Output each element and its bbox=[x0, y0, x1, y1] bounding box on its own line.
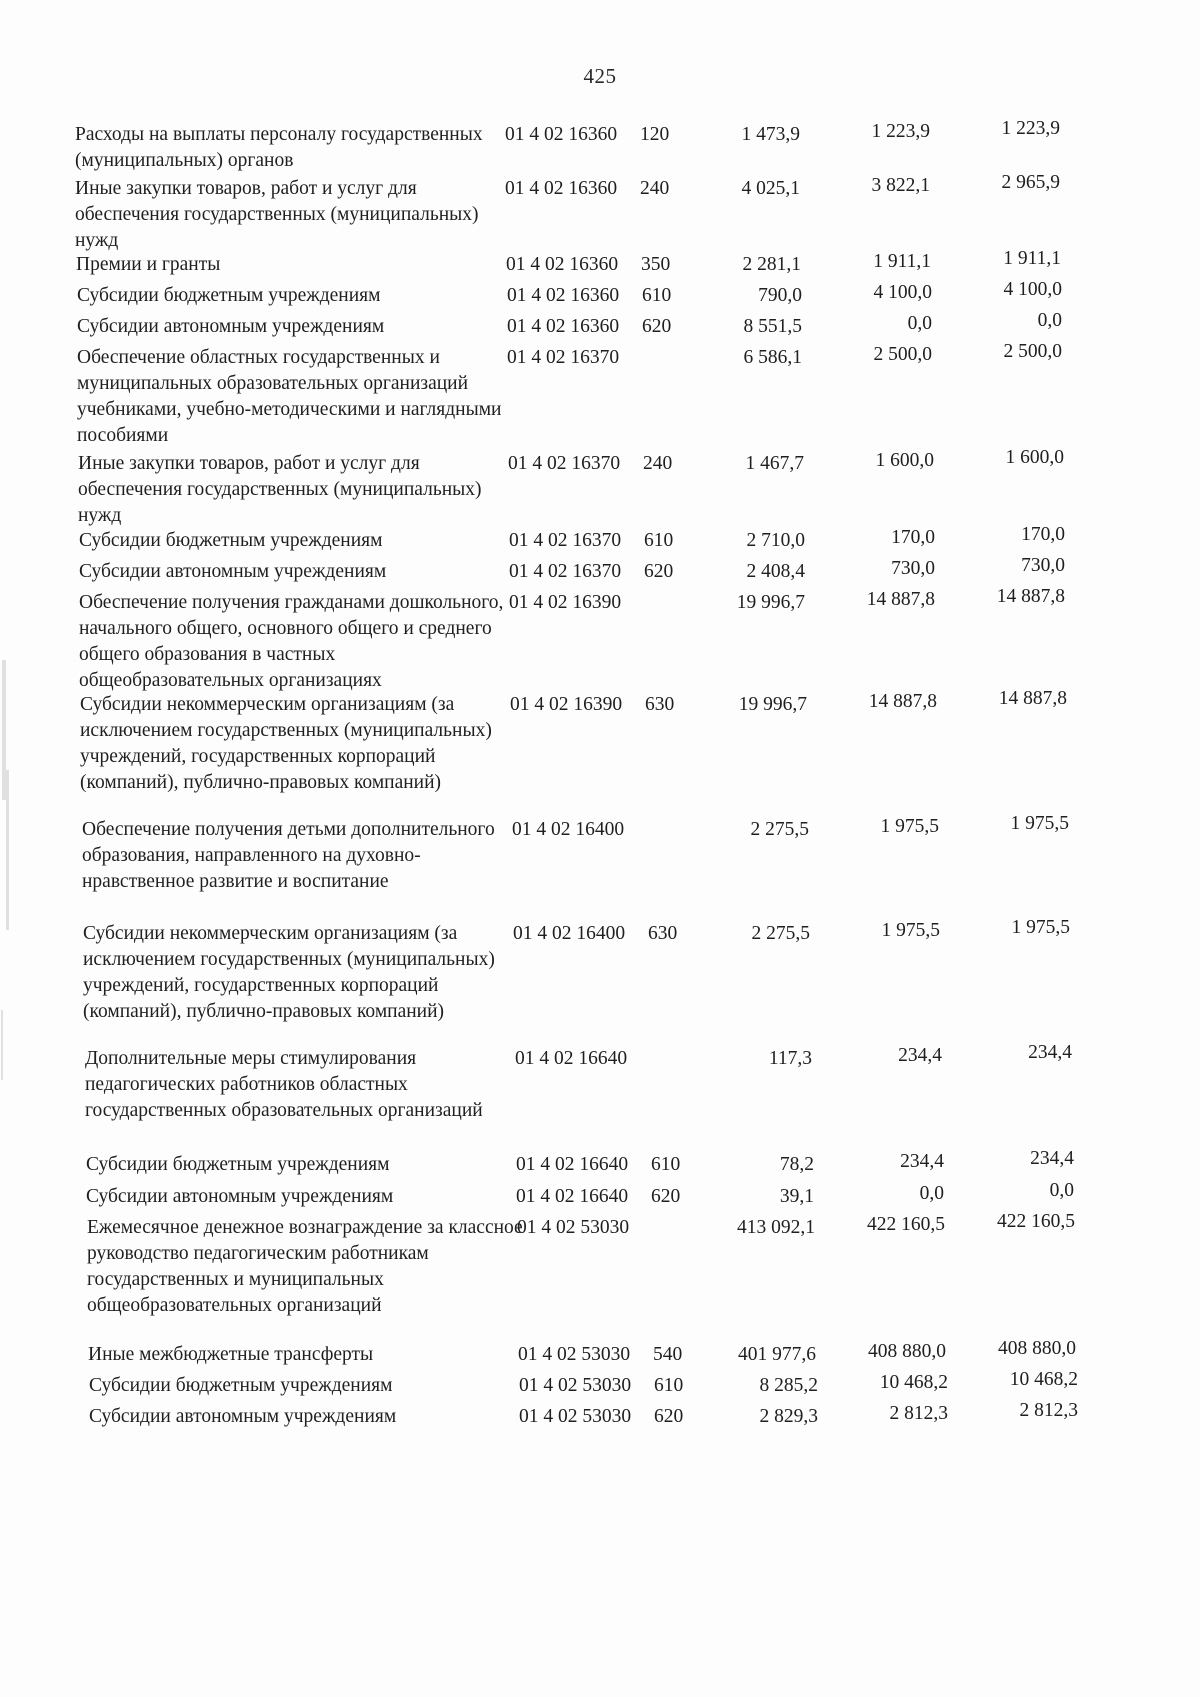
row-value-year1: 790,0 bbox=[758, 285, 802, 306]
row-value-year2: 1 975,5 bbox=[881, 920, 940, 941]
row-value-year2: 730,0 bbox=[891, 558, 935, 579]
row-name: Обеспечение получения гражданами дошкольного, начального общего, основного общего и среднего общего образования в частных общеобразовательных организациях bbox=[79, 592, 504, 691]
row-code: 01 4 02 16360 bbox=[507, 285, 620, 306]
row-value-year1: 401 977,6 bbox=[738, 1344, 816, 1365]
row-value-year1: 2 408,4 bbox=[746, 561, 805, 582]
row-name: Обеспечение областных государственных и муниципальных образовательных организаций учебниками, учебно-методическими и наглядными пособиями bbox=[77, 347, 502, 446]
row-value-year3: 234,4 bbox=[1030, 1148, 1074, 1169]
row-value-year2: 14 887,8 bbox=[868, 691, 937, 712]
row-code: 01 4 02 16370 bbox=[508, 453, 621, 474]
row-name: Иные закупки товаров, работ и услуг для обеспечения государственных (муниципальных) нужд bbox=[78, 453, 482, 526]
row-value-year3: 10 468,2 bbox=[1009, 1369, 1078, 1390]
row-expense-type: 240 bbox=[643, 453, 673, 474]
row-code: 01 4 02 16390 bbox=[509, 592, 622, 613]
row-code: 01 4 02 16640 bbox=[516, 1154, 629, 1175]
row-value-year2: 2 812,3 bbox=[889, 1403, 948, 1424]
row-value-year1: 117,3 bbox=[768, 1048, 812, 1069]
row-expense-type: 240 bbox=[640, 178, 670, 199]
row-name: Обеспечение получения детьми дополнительного образования, направленного на духовно-нравственное развитие и воспитание bbox=[82, 819, 495, 892]
row-name: Субсидии некоммерческим организациям (за исключением государственных (муниципальных) учреждений, государственных корпораций (компаний), публично-правовых компаний) bbox=[80, 694, 492, 793]
row-code: 01 4 02 16640 bbox=[515, 1048, 628, 1069]
row-name: Субсидии бюджетным учреждениям bbox=[79, 530, 383, 551]
row-code: 01 4 02 16360 bbox=[506, 254, 619, 275]
row-expense-type: 610 bbox=[644, 530, 674, 551]
row-code: 01 4 02 16400 bbox=[513, 923, 626, 944]
row-value-year2: 14 887,8 bbox=[866, 589, 935, 610]
row-code: 01 4 02 53030 bbox=[517, 1217, 630, 1238]
row-value-year3: 730,0 bbox=[1021, 555, 1065, 576]
row-value-year3: 14 887,8 bbox=[998, 688, 1067, 709]
row-value-year3: 1 911,1 bbox=[1003, 248, 1061, 269]
row-value-year3: 4 100,0 bbox=[1003, 279, 1062, 300]
row-expense-type: 610 bbox=[651, 1154, 681, 1175]
row-value-year1: 6 586,1 bbox=[743, 347, 802, 368]
row-expense-type: 610 bbox=[642, 285, 672, 306]
row-value-year1: 413 092,1 bbox=[737, 1217, 815, 1238]
row-code: 01 4 02 16640 bbox=[516, 1186, 629, 1207]
row-value-year1: 39,1 bbox=[779, 1186, 814, 1207]
row-value-year2: 1 223,9 bbox=[871, 121, 930, 142]
row-value-year1: 2 829,3 bbox=[759, 1406, 818, 1427]
row-code: 01 4 02 16360 bbox=[505, 124, 618, 145]
row-value-year2: 4 100,0 bbox=[873, 282, 932, 303]
row-value-year2: 408 880,0 bbox=[868, 1341, 946, 1362]
row-expense-type: 540 bbox=[653, 1344, 683, 1365]
row-value-year1: 78,2 bbox=[779, 1154, 814, 1175]
row-expense-type: 120 bbox=[640, 124, 670, 145]
row-value-year2: 1 600,0 bbox=[875, 450, 934, 471]
row-value-year2: 3 822,1 bbox=[871, 175, 930, 196]
row-value-year2: 0,0 bbox=[919, 1183, 944, 1204]
row-name: Субсидии бюджетным учреждениям bbox=[89, 1375, 393, 1396]
row-value-year2: 234,4 bbox=[900, 1151, 944, 1172]
row-value-year3: 1 600,0 bbox=[1005, 447, 1064, 468]
row-value-year3: 422 160,5 bbox=[997, 1211, 1075, 1232]
row-name: Субсидии бюджетным учреждениям bbox=[77, 285, 381, 306]
row-expense-type: 620 bbox=[642, 316, 672, 337]
row-value-year2: 1 911,1 bbox=[873, 251, 931, 272]
row-value-year1: 19 996,7 bbox=[736, 592, 805, 613]
row-value-year1: 2 281,1 bbox=[742, 254, 801, 275]
row-value-year3: 234,4 bbox=[1028, 1042, 1072, 1063]
row-name: Иные закупки товаров, работ и услуг для обеспечения государственных (муниципальных) нужд bbox=[75, 178, 479, 251]
row-value-year3: 2 965,9 bbox=[1001, 172, 1060, 193]
row-value-year1: 19 996,7 bbox=[738, 694, 807, 715]
row-expense-type: 630 bbox=[645, 694, 675, 715]
row-code: 01 4 02 16390 bbox=[510, 694, 623, 715]
row-value-year2: 170,0 bbox=[891, 527, 935, 548]
page-number: 425 bbox=[583, 64, 617, 88]
row-expense-type: 620 bbox=[654, 1406, 684, 1427]
row-value-year3: 408 880,0 bbox=[998, 1338, 1076, 1359]
row-expense-type: 620 bbox=[651, 1186, 681, 1207]
row-name: Дополнительные меры стимулирования педагогических работников областных государственных образовательных организаций bbox=[85, 1048, 483, 1121]
row-value-year2: 0,0 bbox=[907, 313, 932, 334]
row-code: 01 4 02 16370 bbox=[509, 561, 622, 582]
row-value-year2: 422 160,5 bbox=[867, 1214, 945, 1235]
row-value-year1: 8 285,2 bbox=[759, 1375, 818, 1396]
row-expense-type: 630 bbox=[648, 923, 678, 944]
row-code: 01 4 02 16370 bbox=[507, 347, 620, 368]
row-name: Субсидии бюджетным учреждениям bbox=[86, 1154, 390, 1175]
row-name: Субсидии автономным учреждениям bbox=[77, 316, 385, 337]
row-name: Расходы на выплаты персоналу государственных (муниципальных) органов bbox=[75, 124, 483, 171]
row-name: Ежемесячное денежное вознаграждение за классное руководство педагогическим работникам государственных и муниципальных общеобразовательных организаций bbox=[87, 1217, 523, 1316]
row-expense-type: 350 bbox=[641, 254, 671, 275]
row-name: Субсидии автономным учреждениям bbox=[86, 1186, 394, 1207]
row-value-year3: 1 975,5 bbox=[1011, 917, 1070, 938]
row-value-year3: 170,0 bbox=[1021, 524, 1065, 545]
row-value-year3: 0,0 bbox=[1049, 1180, 1074, 1201]
row-code: 01 4 02 53030 bbox=[519, 1406, 632, 1427]
row-expense-type: 610 bbox=[654, 1375, 684, 1396]
row-value-year3: 1 975,5 bbox=[1010, 813, 1069, 834]
row-name: Премии и гранты bbox=[76, 254, 221, 275]
row-value-year3: 14 887,8 bbox=[996, 586, 1065, 607]
row-value-year3: 0,0 bbox=[1037, 310, 1062, 331]
row-name: Субсидии автономным учреждениям bbox=[89, 1406, 397, 1427]
row-value-year1: 2 275,5 bbox=[750, 819, 809, 840]
row-name: Субсидии автономным учреждениям bbox=[79, 561, 387, 582]
row-value-year2: 234,4 bbox=[898, 1045, 942, 1066]
row-value-year1: 1 467,7 bbox=[745, 453, 804, 474]
row-code: 01 4 02 53030 bbox=[518, 1344, 631, 1365]
row-code: 01 4 02 16400 bbox=[512, 819, 625, 840]
row-value-year1: 1 473,9 bbox=[741, 124, 800, 145]
row-value-year3: 1 223,9 bbox=[1001, 118, 1060, 139]
row-value-year2: 1 975,5 bbox=[880, 816, 939, 837]
row-value-year1: 2 710,0 bbox=[746, 530, 805, 551]
row-value-year1: 2 275,5 bbox=[751, 923, 810, 944]
row-code: 01 4 02 53030 bbox=[519, 1375, 632, 1396]
row-code: 01 4 02 16360 bbox=[505, 178, 618, 199]
row-name: Субсидии некоммерческим организациям (за исключением государственных (муниципальных) учреждений, государственных корпораций (компаний), публично-правовых компаний) bbox=[83, 923, 495, 1022]
row-code: 01 4 02 16370 bbox=[509, 530, 622, 551]
row-value-year2: 10 468,2 bbox=[879, 1372, 948, 1393]
row-value-year2: 2 500,0 bbox=[873, 344, 932, 365]
row-code: 01 4 02 16360 bbox=[507, 316, 620, 337]
row-expense-type: 620 bbox=[644, 561, 674, 582]
row-value-year1: 4 025,1 bbox=[741, 178, 800, 199]
row-value-year1: 8 551,5 bbox=[743, 316, 802, 337]
row-name: Иные межбюджетные трансферты bbox=[88, 1344, 374, 1365]
row-value-year3: 2 812,3 bbox=[1019, 1400, 1078, 1421]
row-value-year3: 2 500,0 bbox=[1003, 341, 1062, 362]
